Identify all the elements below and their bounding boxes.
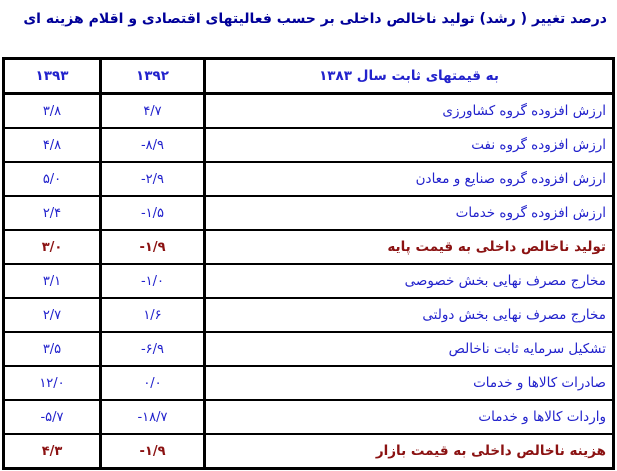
table-row [4, 298, 614, 332]
row-label: مخارج مصرف نهایی بخش دولتی [205, 298, 614, 332]
table-row [4, 332, 614, 366]
row-label: ارزش افزوده گروه صنایع و معادن [205, 162, 614, 196]
row-label: ارزش افزوده گروه نفت [205, 128, 614, 162]
row-label: هزینه ناخالص داخلی به قیمت بازار [205, 434, 614, 469]
table-row [4, 264, 614, 298]
value-1393: ۲/۷ [4, 298, 101, 332]
value-1393: ۳/۸ [4, 94, 101, 129]
table-row [4, 196, 614, 230]
value-1392: -۱/۰ [101, 264, 205, 298]
value-1393: ۳/۱ [4, 264, 101, 298]
gdp-growth-table [2, 57, 615, 470]
value-1392: ۱/۶ [101, 298, 205, 332]
table-row [4, 366, 614, 400]
value-1392: ۰/۰ [101, 366, 205, 400]
table-row [4, 128, 614, 162]
row-label: صادرات کالاها و خدمات [205, 366, 614, 400]
row-label: تشکیل سرمایه ثابت ناخالص [205, 332, 614, 366]
value-1393: ۳/۵ [4, 332, 101, 366]
value-1393: ۴/۳ [4, 434, 101, 469]
value-1392: -۱/۹ [101, 230, 205, 264]
value-1393: ۱۲/۰ [4, 366, 101, 400]
row-label: ارزش افزوده گروه خدمات [205, 196, 614, 230]
value-1392: -۶/۹ [101, 332, 205, 366]
table-row [4, 400, 614, 434]
value-1392: -۱/۹ [101, 434, 205, 469]
table-header-row [4, 59, 614, 94]
header-label: به قیمتهای ثابت سال ۱۳۸۳ [205, 59, 614, 94]
row-label: تولید ناخالص داخلی به قیمت پایه [205, 230, 614, 264]
row-label: مخارج مصرف نهایی بخش خصوصی [205, 264, 614, 298]
value-1392: -۲/۹ [101, 162, 205, 196]
table-row-emphasis [4, 434, 614, 469]
row-label: واردات کالاها و خدمات [205, 400, 614, 434]
table-title: درصد تغییر ( رشد) تولید ناخالص داخلی بر حسب فعالیتهای اقتصادی و اقلام هزینه ای [23, 11, 607, 27]
table-row [4, 162, 614, 196]
table-row [4, 94, 614, 129]
value-1393: ۴/۸ [4, 128, 101, 162]
table-row-emphasis [4, 230, 614, 264]
value-1393: ۵/۰ [4, 162, 101, 196]
value-1392: -۱/۵ [101, 196, 205, 230]
header-year-1393: ۱۳۹۳ [4, 59, 101, 94]
row-label: ارزش افزوده گروه کشاورزی [205, 94, 614, 129]
value-1393: ۳/۰ [4, 230, 101, 264]
header-year-1392: ۱۳۹۲ [101, 59, 205, 94]
value-1392: -۸/۹ [101, 128, 205, 162]
value-1393: -۵/۷ [4, 400, 101, 434]
value-1393: ۲/۴ [4, 196, 101, 230]
value-1392: -۱۸/۷ [101, 400, 205, 434]
value-1392: ۴/۷ [101, 94, 205, 129]
